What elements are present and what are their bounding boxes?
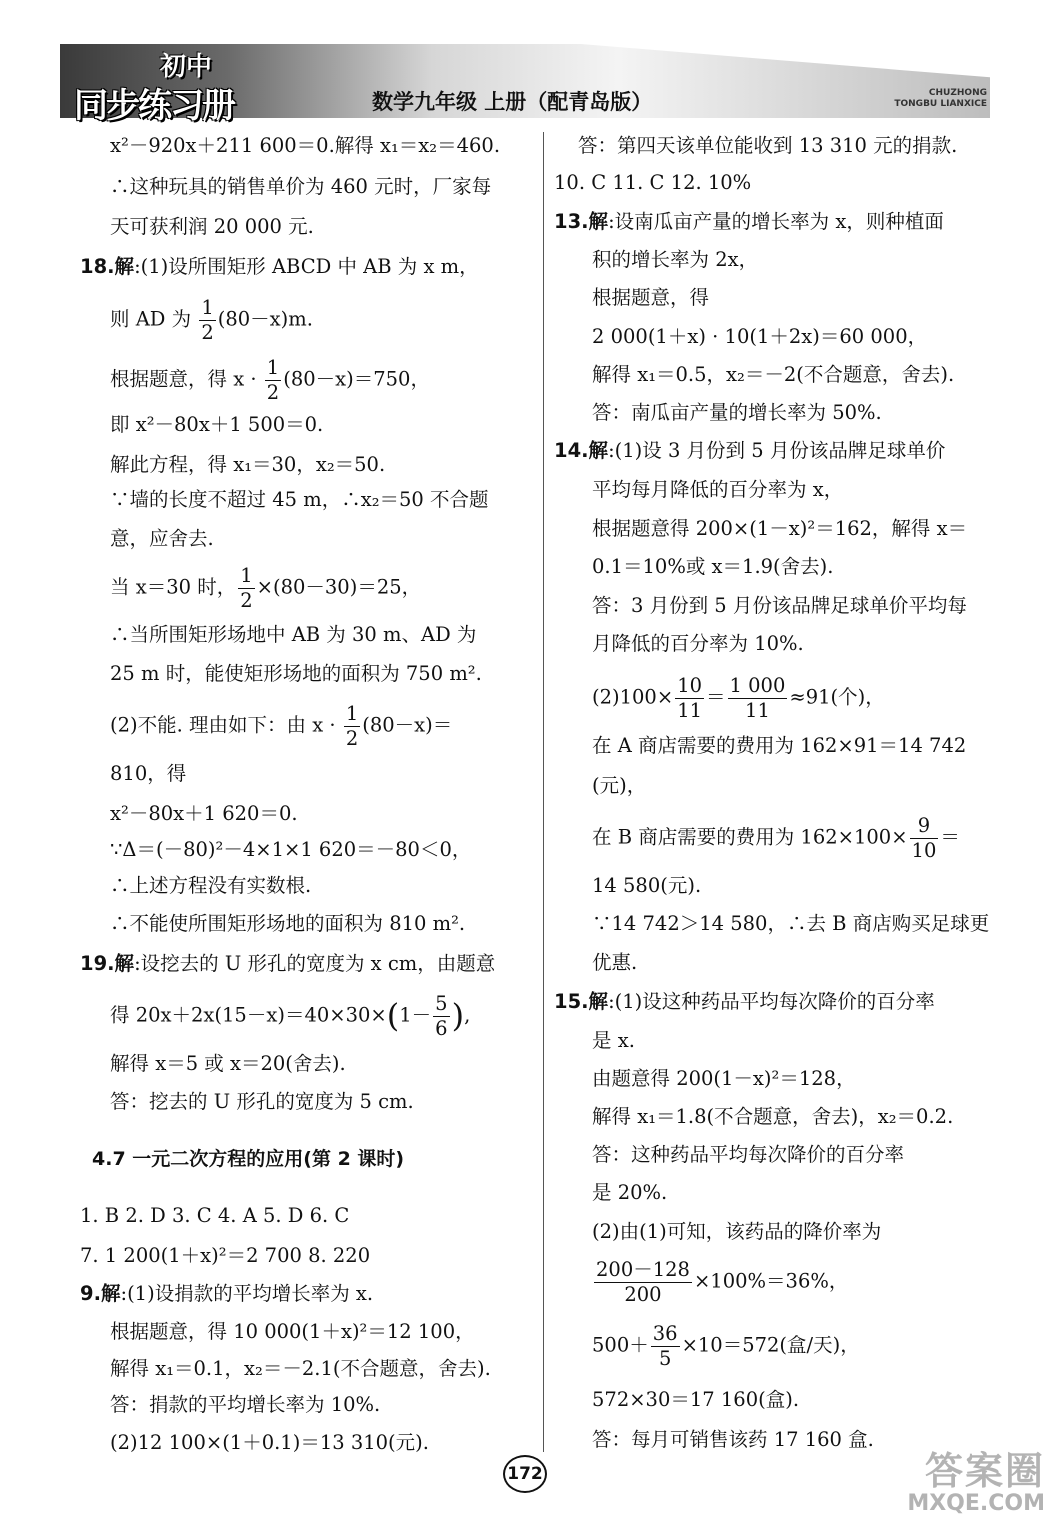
text-line: :设南瓜亩产量的增长率为 x，则种植面	[608, 210, 944, 233]
fraction	[910, 816, 939, 860]
question-15	[554, 990, 935, 1013]
text-segment: 则 AD 为	[110, 307, 192, 331]
numerator: 9	[910, 816, 939, 839]
text-line: 根据题意，得 10 000(1＋x)²＝12 100，	[110, 1320, 475, 1343]
watermark	[907, 1440, 1045, 1516]
text-segment: ＝	[706, 685, 726, 709]
solution-label: 解	[100, 1282, 121, 1305]
fraction	[728, 676, 788, 720]
numerator: 200－128	[596, 1258, 690, 1281]
text-line: 答：捐款的平均增长率为 10%.	[110, 1393, 381, 1416]
question-number: 18.	[80, 255, 115, 278]
denominator: 2	[201, 320, 214, 344]
text-segment: ＝	[940, 825, 960, 849]
question-18	[80, 255, 479, 278]
denominator: 2	[240, 588, 253, 612]
text-line: x²－920x＋211 600＝0.解得 x₁＝x₂＝460.	[110, 134, 501, 157]
pinyin-line-1: CHUZHONG	[928, 88, 987, 98]
book-title: 数学九年级 上册（配青岛版）	[372, 90, 653, 114]
text-segment: 500＋	[592, 1333, 649, 1357]
fraction	[238, 566, 254, 610]
text-line: 答：挖去的 U 形孔的宽度为 5 cm.	[110, 1090, 414, 1113]
text-segment: (80－x)＝750，	[283, 367, 430, 391]
fraction	[675, 676, 704, 720]
watermark-text: 答案圈	[924, 1449, 1045, 1493]
brand-logo: 同步练习册	[74, 86, 234, 126]
question-19	[80, 952, 495, 975]
text-line: 在 A 商店需要的费用为 162×91＝14 742	[592, 734, 967, 757]
denominator: 2	[345, 726, 359, 750]
text-line: 解得 x₁＝0.5，x₂＝－2(不合题意，舍去).	[592, 363, 955, 386]
text-line	[110, 566, 421, 610]
text-line	[592, 816, 960, 860]
fraction	[265, 358, 281, 402]
question-13	[554, 210, 944, 233]
fraction	[344, 704, 360, 748]
question-number: 15.	[554, 990, 589, 1013]
watermark-url: MXQE.COM	[907, 1491, 1045, 1516]
text-line: 由题意得 200(1－x)²＝128，	[592, 1067, 856, 1090]
text-line: :(1)设捐款的平均增长率为 x.	[120, 1282, 374, 1305]
solution-label: 解	[588, 439, 609, 462]
text-segment: (80－x)＝	[362, 713, 453, 737]
text-line: 解得 x₁＝1.8(不合题意，舍去)，x₂＝0.2.	[592, 1105, 954, 1128]
text-line: ∵14 742＞14 580，∴去 B 商店购买足球更	[592, 912, 990, 935]
text-line: 810，得	[110, 762, 187, 785]
text-line: 得 20x＋2x(15－x)＝40×30×(1－ $\frac{5}{6}$ ),	[110, 992, 471, 1040]
text-segment: ×10＝572(盒/天)，	[681, 1333, 860, 1357]
question-9	[80, 1282, 373, 1305]
text-segment: ×(80－30)＝25，	[256, 575, 422, 599]
brand-top: 初中	[160, 52, 213, 82]
solution-label: 解	[114, 952, 135, 975]
solution-label: 解	[114, 255, 135, 278]
numerator: 1	[345, 702, 359, 725]
fraction	[651, 1324, 680, 1368]
text-line: 2 000(1＋x) · 10(1＋2x)＝60 000，	[592, 325, 928, 348]
text-line: 答：这种药品平均每次降价的百分率	[592, 1143, 905, 1166]
text-line: 是 20%.	[592, 1181, 668, 1204]
text-line: ∵Δ＝(－80)²－4×1×1 620＝－80＜0，	[110, 838, 472, 861]
text-line: :(1)设 3 月份到 5 月份该品牌足球单价	[608, 439, 946, 462]
page-header	[0, 0, 1063, 130]
text-line	[592, 676, 885, 720]
answers-mc: 1. B 2. D 3. C 4. A 5. D 6. C	[80, 1204, 350, 1227]
denominator: 10	[911, 838, 937, 862]
text-line: 天可获利润 20 000 元.	[110, 215, 314, 238]
section-heading: 4.7 一元二次方程的应用(第 2 课时)	[92, 1148, 405, 1170]
answers-fill: 7. 1 200(1＋x)²＝2 700 8. 220	[80, 1244, 371, 1267]
text-line: 0.1＝10%或 x＝1.9(舍去).	[592, 555, 834, 578]
question-number: 14.	[554, 439, 589, 462]
numerator: 36	[652, 1322, 678, 1345]
text-line	[110, 358, 430, 402]
question-number: 9.	[80, 1282, 101, 1305]
text-line: 根据题意，得	[592, 286, 710, 309]
page-number: 172	[503, 1455, 547, 1493]
denominator: 5	[658, 1346, 672, 1370]
text-line: ∴当所围矩形场地中 AB 为 30 m、AD 为	[110, 623, 477, 646]
fraction	[433, 994, 449, 1038]
text-line: ∴这种玩具的销售单价为 460 元时，厂家每	[110, 175, 492, 198]
text-line: 答：南瓜亩产量的增长率为 50%.	[592, 401, 882, 424]
denominator: 2	[266, 380, 280, 404]
question-14	[554, 439, 945, 462]
text-line: ∴不能使所围矩形场地的面积为 810 m².	[110, 912, 466, 935]
denominator: 200	[624, 1282, 662, 1306]
text-segment: (2)不能. 理由如下：由 x ·	[110, 713, 336, 737]
text-line: 即 x²－80x＋1 500＝0.	[110, 413, 324, 436]
text-line: 解得 x＝5 或 x＝20(舍去).	[110, 1052, 346, 1075]
numerator: 1 000	[729, 674, 786, 697]
text-line: 答：每月可销售该药 17 160 盒.	[592, 1428, 874, 1451]
numerator: 1	[240, 564, 253, 587]
text-line: 月降低的百分率为 10%.	[592, 632, 804, 655]
text-line: :(1)设所围矩形 ABCD 中 AB 为 x m，	[134, 255, 479, 278]
text-line: 25 m 时，能使矩形场地的面积为 750 m².	[110, 662, 482, 685]
text-segment: ×100%＝36%，	[693, 1269, 849, 1293]
text-line: (2)由(1)可知，该药品的降价率为	[592, 1220, 882, 1243]
answers-line: 10. C 11. C 12. 10%	[554, 171, 752, 194]
solution-label: 解	[588, 990, 609, 1013]
text-segment: (80－x)m.	[217, 307, 313, 331]
column-divider	[543, 132, 544, 1452]
text-line: (元)，	[592, 774, 647, 797]
question-number: 13.	[554, 210, 589, 233]
text-line: (2)12 100×(1＋0.1)＝13 310(元).	[110, 1431, 429, 1454]
text-line	[110, 704, 452, 748]
text-segment: (2)100×	[592, 685, 674, 709]
text-line: :设挖去的 U 形孔的宽度为 x cm，由题意	[134, 952, 496, 975]
text-line: 解得 x₁＝0.1，x₂＝－2.1(不合题意，舍去).	[110, 1357, 491, 1380]
denominator: 6	[435, 1016, 448, 1040]
text-line: x²－80x＋1 620＝0.	[110, 802, 298, 825]
text-segment: 在 B 商店需要的费用为 162×100×	[592, 825, 908, 849]
text-line	[592, 1324, 860, 1368]
solution-label: 解	[588, 210, 609, 233]
text-segment: 得 20x＋2x(15－x)＝40×30×	[110, 1003, 387, 1027]
brand-pinyin	[894, 88, 987, 110]
text-line: 优惠.	[592, 951, 638, 974]
fraction	[594, 1260, 692, 1304]
text-line	[592, 1260, 848, 1304]
text-segment: 根据题意，得 x ·	[110, 367, 257, 391]
text-line: ∴上述方程没有实数根.	[110, 874, 312, 897]
text-line: 是 x.	[592, 1029, 635, 1052]
text-line: ∵墙的长度不超过 45 m，∴x₂＝50 不合题	[110, 488, 489, 511]
denominator: 11	[745, 698, 770, 722]
numerator: 1	[266, 356, 280, 379]
numerator: 5	[435, 992, 448, 1015]
text-line: 答：3 月份到 5 月份该品牌足球单价平均每	[592, 594, 967, 617]
text-segment: 1－	[399, 1003, 432, 1027]
text-segment: ≈91(个)，	[789, 685, 885, 709]
text-segment: 当 x＝30 时，	[110, 575, 237, 599]
pinyin-line-2: TONGBU LIANXICE	[894, 99, 987, 109]
text-line: 平均每月降低的百分率为 x，	[592, 478, 844, 501]
denominator: 11	[677, 698, 703, 722]
text-line: 意，应舍去.	[110, 527, 214, 550]
numerator: 10	[677, 674, 703, 697]
question-number: 19.	[80, 952, 115, 975]
text-line: 解此方程，得 x₁＝30，x₂＝50.	[110, 453, 386, 476]
numerator: 1	[201, 296, 214, 319]
text-line: 答：第四天该单位能收到 13 310 元的捐款.	[578, 134, 958, 157]
text-line	[110, 298, 313, 342]
fraction	[199, 298, 215, 342]
text-line: 根据题意得 200×(1－x)²＝162，解得 x＝	[592, 517, 968, 540]
text-line: 14 580(元).	[592, 874, 702, 897]
text-line: 积的增长率为 2x，	[592, 248, 759, 271]
text-line: :(1)设这种药品平均每次降价的百分率	[608, 990, 935, 1013]
text-line: 572×30＝17 160(盒).	[592, 1388, 800, 1411]
